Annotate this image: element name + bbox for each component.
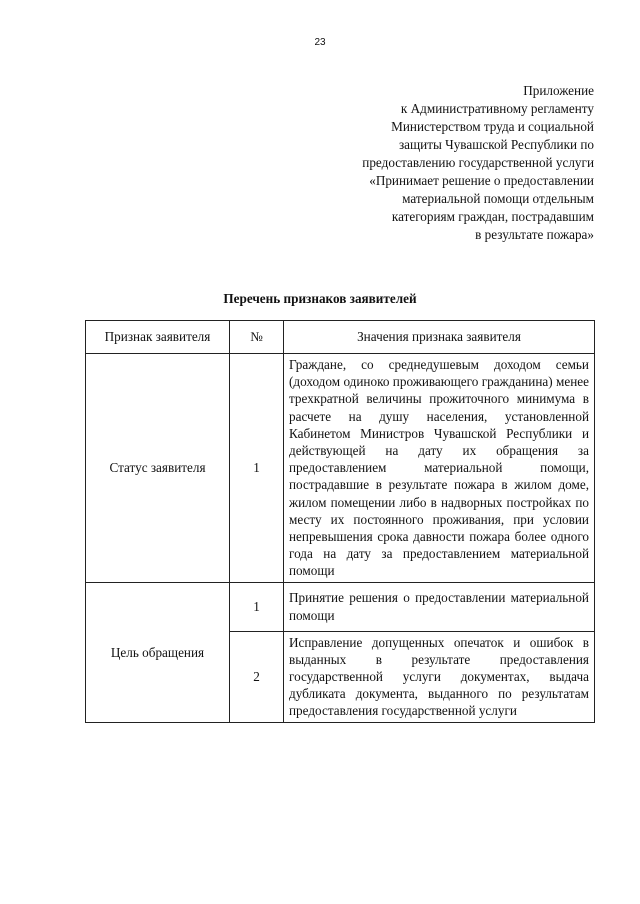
appendix-line: защиты Чувашской Республики по bbox=[398, 137, 594, 152]
appendix-line: предоставлению государственной услуги bbox=[362, 155, 594, 170]
value-cell: Исправление допущенных опечаток и ошибок в выданных в результате предоставления государственной услуги документах, выдача дубликата документа, выданного по результатам предоставления государственной услуги bbox=[284, 631, 595, 722]
appendix-line: Министерством труда и социальной bbox=[391, 119, 594, 134]
appendix-line: к Административному регламенту bbox=[400, 101, 594, 116]
value-cell: Принятие решения о предоставлении материальной помощи bbox=[284, 582, 595, 631]
table-row bbox=[86, 354, 595, 583]
number-cell: 1 bbox=[230, 582, 284, 631]
document-title: Перечень признаков заявителей bbox=[223, 291, 417, 306]
number-cell: 2 bbox=[230, 631, 284, 722]
appendix-block bbox=[362, 82, 594, 244]
appendix-line: материальной помощи отдельным bbox=[402, 191, 594, 206]
header-value: Значения признака заявителя bbox=[284, 321, 595, 354]
value-cell: Граждане, со среднедушевым доходом семьи (доходом одиноко проживающего гражданина) менее трехкратной величины прожиточного минимума в расчете на душу населения, установленной Кабинетом Министров Чувашской Республики и действующей на дату их обращения за предоставлением материальной помощи, пострадавшие в результате пожара в жилом доме, жилом помещении либо в надворных постройках по месту их постоянного проживания, при условии непревышения срока давности пожара более одного года на дату за предоставлением материальной помощи bbox=[284, 354, 595, 583]
table-row bbox=[86, 582, 595, 631]
appendix-line: в результате пожара» bbox=[475, 227, 594, 242]
appendix-line: «Принимает решение о предоставлении bbox=[369, 173, 594, 188]
header-sign: Признак заявителя bbox=[86, 321, 230, 354]
appendix-line: категориям граждан, пострадавшим bbox=[391, 209, 594, 224]
number-cell: 1 bbox=[230, 354, 284, 583]
page-number: 23 bbox=[314, 37, 326, 48]
sign-cell-status: Статус заявителя bbox=[86, 354, 230, 583]
sign-cell-goal: Цель обращения bbox=[86, 582, 230, 722]
applicant-signs-table bbox=[85, 320, 595, 723]
appendix-line: Приложение bbox=[523, 83, 594, 98]
header-number: № bbox=[230, 321, 284, 354]
table-header-row bbox=[86, 321, 595, 354]
